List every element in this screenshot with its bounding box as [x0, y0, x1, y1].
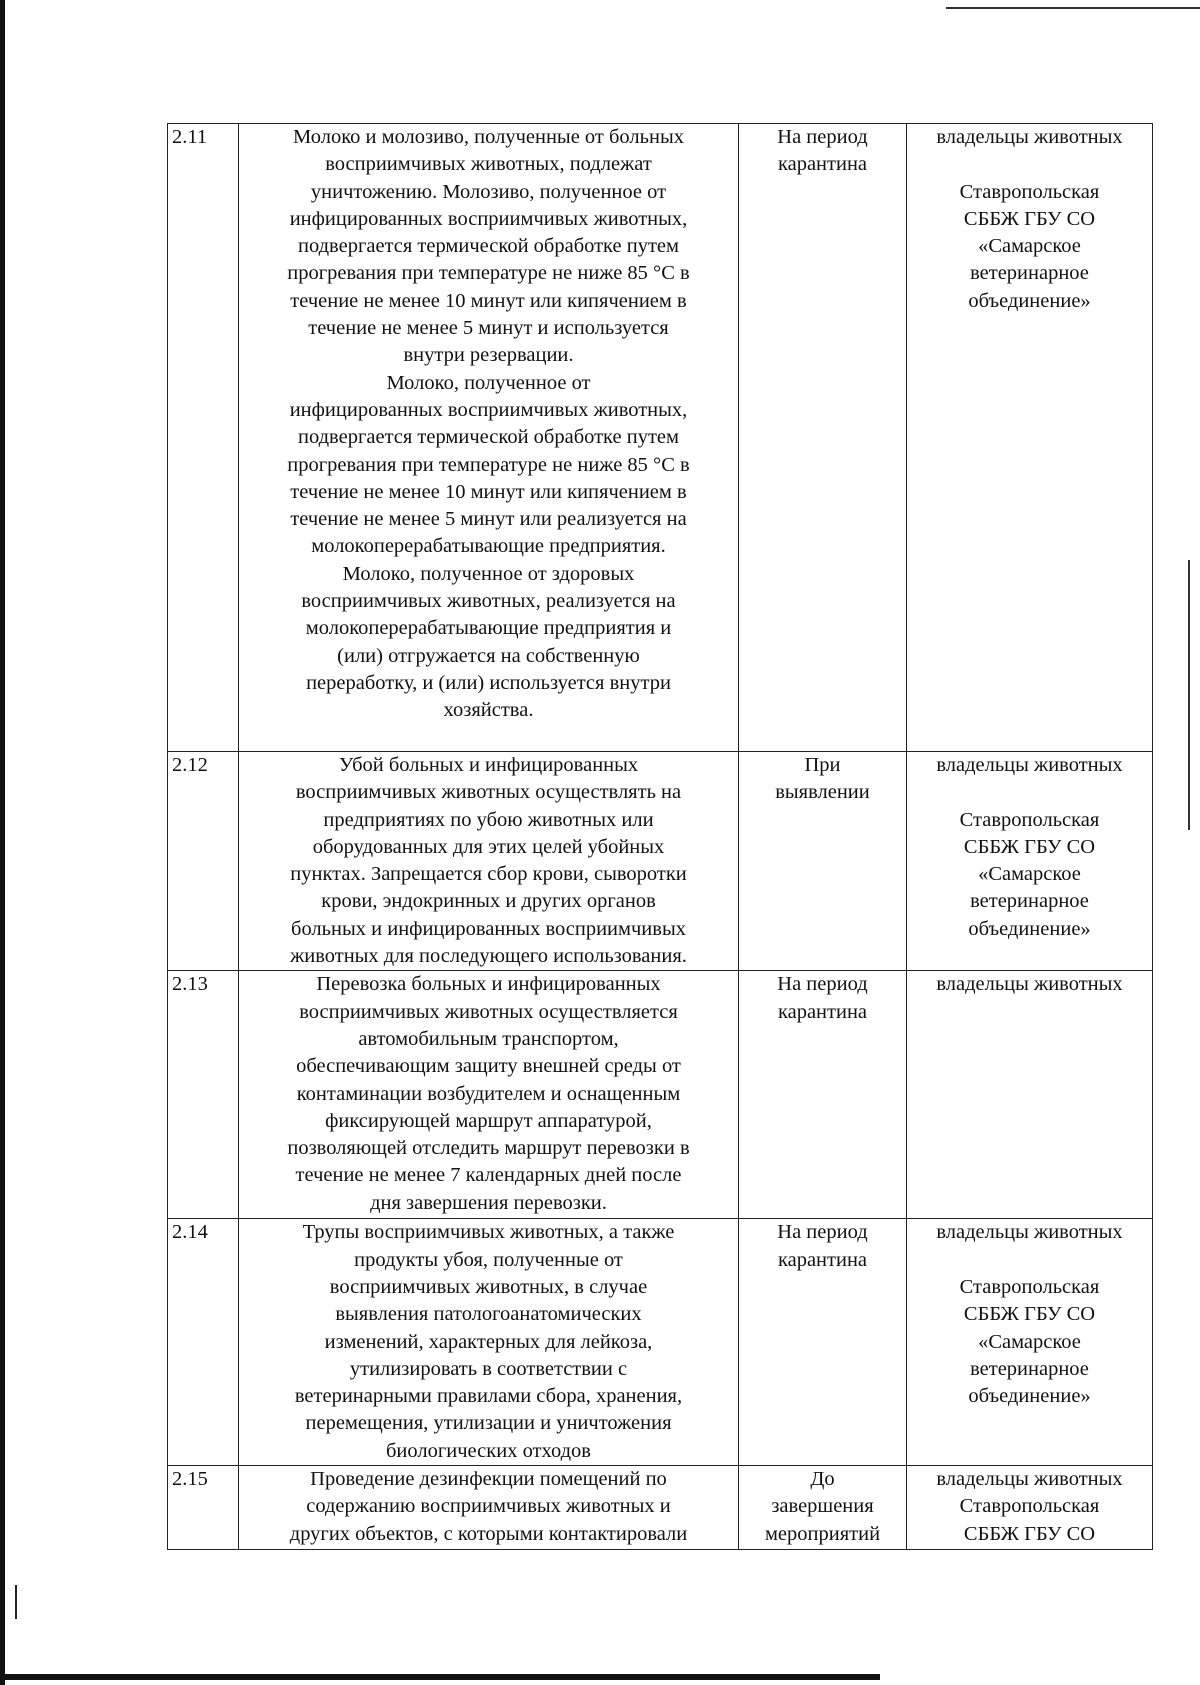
- scan-edge-left: [0, 0, 5, 1685]
- measure-description: Проведение дезинфекции помещений по содержанию восприимчивых животных и других объектов, с которыми контактировали: [239, 1466, 739, 1550]
- scan-edge-top: [940, 7, 1200, 9]
- scan-mark-left: [15, 1585, 17, 1619]
- item-number: 2.13: [168, 971, 239, 1219]
- item-number: 2.12: [168, 752, 239, 971]
- responsible-party: владельцы животных Ставропольская СББЖ ГБУ СО «Самарское ветеринарное объединение»: [907, 1219, 1153, 1466]
- table-row: [168, 1219, 1153, 1466]
- table-row: [168, 752, 1153, 971]
- measure-description: Трупы восприимчивых животных, а также продукты убоя, полученные от восприимчивых животных, в случае выявления патологоанатомических изменений, характерных для лейкоза, утилизировать в соответствии с ветеринарными правилами сбора, хранения, перемещения, утилизации и уничтожения биологических отходов: [239, 1219, 739, 1466]
- scan-edge-right: [1188, 560, 1190, 830]
- scan-edge-bottom: [0, 1674, 880, 1680]
- measure-description: Перевозка больных и инфицированных восприимчивых животных осуществляется автомобильным транспортом, обеспечивающим защиту внешней среды от контаминации возбудителем и оснащенным фиксирующей маршрут аппаратурой, позволяющей отследить маршрут перевозки в течение не менее 7 календарных дней после дня завершения перевозки.: [239, 971, 739, 1219]
- item-number: 2.14: [168, 1219, 239, 1466]
- table-row: [168, 1466, 1153, 1550]
- measure-description: Убой больных и инфицированных восприимчивых животных осуществлять на предприятиях по убою животных или оборудованных для этих целей убойных пунктах. Запрещается сбор крови, сыворотки крови, эндокринных и других органов больных и инфицированных восприимчивых животных для последующего использования.: [239, 752, 739, 971]
- responsible-party: владельцы животных Ставропольская СББЖ ГБУ СО «Самарское ветеринарное объединение»: [907, 124, 1153, 752]
- measure-term: До завершения мероприятий: [739, 1466, 907, 1550]
- responsible-party: владельцы животных: [907, 971, 1153, 1219]
- measure-description: Молоко и молозиво, полученные от больных восприимчивых животных, подлежат уничтожению. Молозиво, полученное от инфицированных восприимчивых животных, подвергается термической обработке путем прогревания при температуре не ниже 85 °С в течение не менее 10 минут или кипячением в течение не менее 5 минут и используется внутри резервации. Молоко, полученное от инфицированных восприимчивых животных, подвергается термической обработке путем прогревания при температуре не ниже 85 °С в течение не менее 10 минут или кипячением в течение не менее 5 минут или реализуется на молокоперерабатывающие предприятия. Молоко, полученное от здоровых восприимчивых животных, реализуется на молокоперерабатывающие предприятия и (или) отгружается на собственную переработку, и (или) используется внутри хозяйства.: [239, 124, 739, 752]
- measure-term: При выявлении: [739, 752, 907, 971]
- measures-table: [167, 123, 1153, 1550]
- item-number: 2.15: [168, 1466, 239, 1550]
- table-row: [168, 971, 1153, 1219]
- responsible-party: владельцы животных Ставропольская СББЖ ГБУ СО: [907, 1466, 1153, 1550]
- table-row: [168, 124, 1153, 752]
- measure-term: На период карантина: [739, 971, 907, 1219]
- measure-term: На период карантина: [739, 124, 907, 752]
- measure-term: На период карантина: [739, 1219, 907, 1466]
- item-number: 2.11: [168, 124, 239, 752]
- responsible-party: владельцы животных Ставропольская СББЖ ГБУ СО «Самарское ветеринарное объединение»: [907, 752, 1153, 971]
